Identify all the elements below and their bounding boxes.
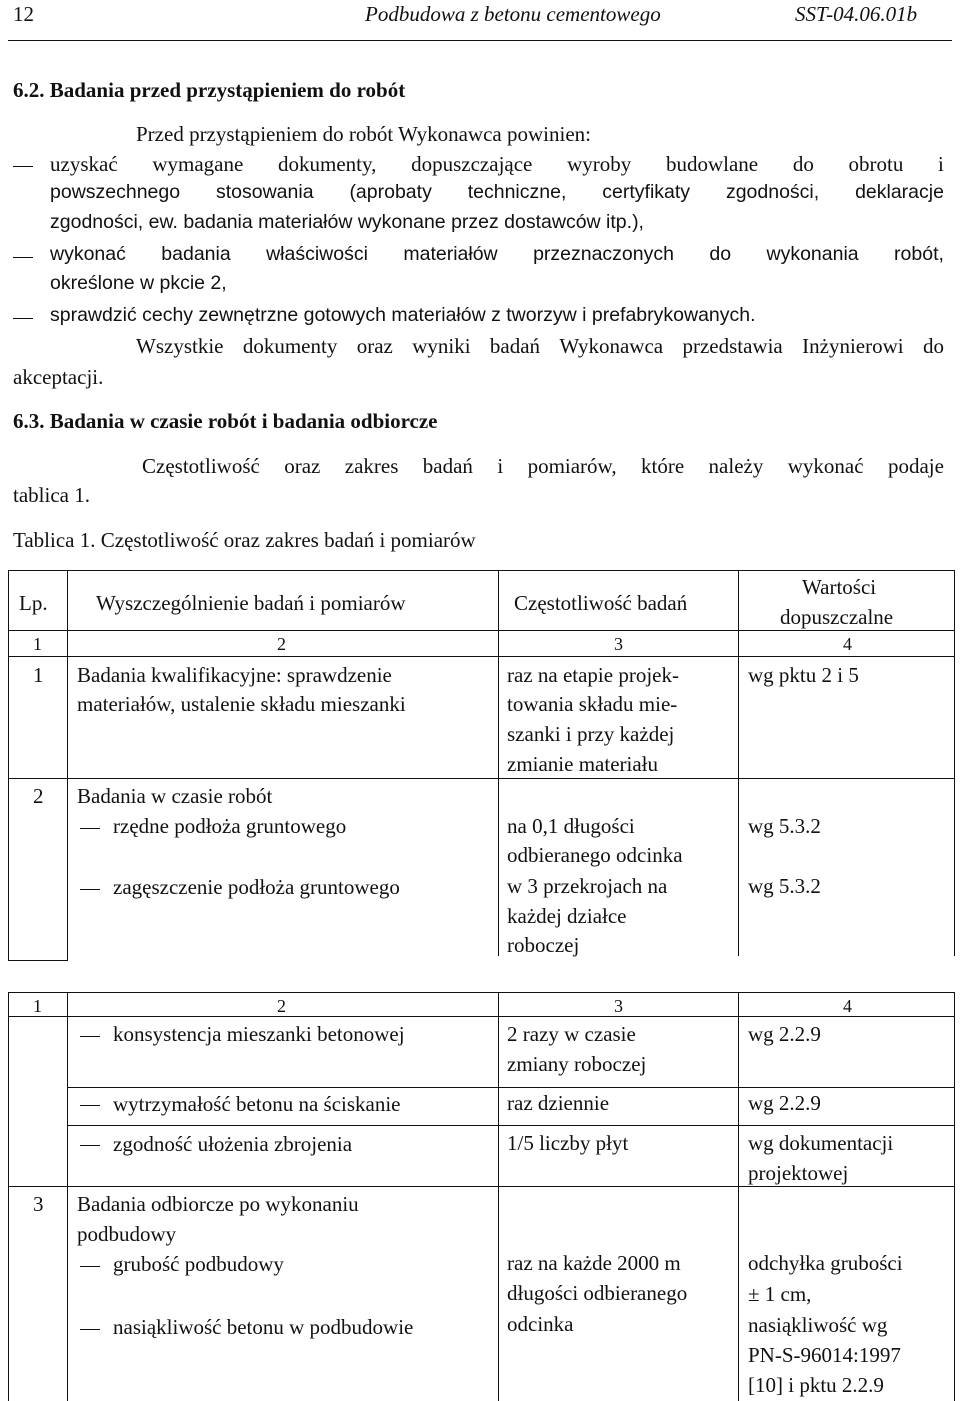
table-border <box>498 570 499 956</box>
item-value: wg 5.3.2 <box>748 874 821 898</box>
table-border <box>67 570 68 960</box>
table-border <box>8 960 68 961</box>
word: (aprobaty <box>349 181 432 203</box>
word: wymagane <box>152 152 244 176</box>
item-dash <box>80 828 100 829</box>
row-frequency: zmianie materiału <box>507 752 659 776</box>
word: wykonać <box>787 454 864 478</box>
row-value: wg pktu 2 i 5 <box>748 663 859 687</box>
table-border <box>954 570 955 956</box>
bullet-text: zgodności, ew. badania materiałów wykonane przez dostawców itp.), <box>50 211 644 233</box>
row-value: nasiąkliwość wg <box>748 1313 888 1337</box>
item-description: konsystencja mieszanki betonowej <box>113 1022 405 1046</box>
word: zgodności, <box>725 181 820 203</box>
word: powszechnego <box>50 181 181 203</box>
column-number: 1 <box>33 996 42 1016</box>
item-frequency: raz dziennie <box>507 1091 610 1115</box>
word: uzyskać <box>50 152 118 176</box>
table-border <box>498 992 499 1401</box>
section-heading: 6.3. Badania w czasie robót i badania odbiorcze <box>13 409 438 433</box>
word: dokumenty, <box>278 152 377 176</box>
word: oraz <box>284 454 321 478</box>
table-border <box>8 570 9 960</box>
word: dopuszczające <box>411 152 533 176</box>
paragraph-text: tablica 1. <box>13 483 90 507</box>
table-border <box>8 778 955 779</box>
table-border <box>67 1125 955 1126</box>
bullet-text: sprawdzić cechy zewnętrzne gotowych materiałów z tworzyw i prefabrykowanych. <box>50 304 756 326</box>
word: wyroby <box>567 152 632 176</box>
row-frequency: raz na etapie projek- <box>507 663 679 687</box>
item-frequency: 1/5 liczby płyt <box>507 1131 629 1155</box>
word: badania <box>161 243 231 265</box>
word: obrotu <box>848 152 904 176</box>
paragraph-text <box>142 456 944 477</box>
header-rule <box>8 40 952 41</box>
row-value: PN-S-96014:1997 <box>748 1343 901 1367</box>
row-number: 1 <box>33 663 44 687</box>
word: właściwości <box>266 243 368 265</box>
table-border <box>954 992 955 1401</box>
column-number: 4 <box>843 634 852 654</box>
row-title: Badania w czasie robót <box>77 784 273 808</box>
item-value: wg 2.2.9 <box>748 1091 821 1115</box>
bullet-dash <box>13 257 33 258</box>
item-value: projektowej <box>748 1161 849 1185</box>
word: wyniki <box>412 334 471 358</box>
table-border <box>67 1087 955 1088</box>
word: badań <box>422 454 473 478</box>
word: budowlane <box>665 152 759 176</box>
item-description: zagęszczenie podłoża gruntowego <box>113 875 400 899</box>
word: do <box>792 152 814 176</box>
word: przeznaczonych <box>533 243 674 265</box>
column-number: 3 <box>614 996 623 1016</box>
item-description: zgodność ułożenia zbrojenia <box>113 1132 353 1156</box>
paragraph-text <box>136 336 944 357</box>
paragraph-text: akceptacji. <box>13 365 104 389</box>
item-frequency: roboczej <box>507 933 580 957</box>
page-number: 12 <box>13 2 34 26</box>
table-border <box>8 1186 955 1187</box>
row-title: Badania odbiorcze po wykonaniu <box>77 1192 359 1216</box>
column-number: 1 <box>33 634 42 654</box>
specification-code: SST-04.06.01b <box>795 2 918 26</box>
word: Wykonawca <box>559 334 664 358</box>
item-value: wg 2.2.9 <box>748 1022 821 1046</box>
table-border <box>738 992 739 1401</box>
row-value: [10] i pktu 2.2.9 <box>748 1373 884 1397</box>
word: stosowania <box>215 181 314 203</box>
item-value: wg dokumentacji <box>748 1131 894 1155</box>
row-value: ± 1 cm, <box>748 1282 812 1306</box>
table-border <box>8 992 9 1401</box>
word: które <box>641 454 685 478</box>
item-description: rzędne podłoża gruntowego <box>113 814 347 838</box>
column-number: 2 <box>277 634 286 654</box>
table-header-description: Wyszczególnienie badań i pomiarów <box>96 591 406 615</box>
word: i <box>938 152 944 176</box>
table-border <box>8 656 955 657</box>
table-header-value: dopuszczalne <box>780 605 894 629</box>
row-frequency: towania składu mie- <box>507 692 678 716</box>
row-frequency: długości odbieranego <box>507 1281 688 1305</box>
item-description: wytrzymałość betonu na ściskanie <box>113 1092 401 1116</box>
column-number: 4 <box>843 996 852 1016</box>
word: certyfikaty <box>602 181 691 203</box>
item-frequency: na 0,1 długości <box>507 814 635 838</box>
row-title: podbudowy <box>77 1222 177 1246</box>
bullet-text <box>50 183 944 203</box>
row-value: odchyłka grubości <box>748 1251 903 1275</box>
item-description: grubość podbudowy <box>113 1252 284 1276</box>
table-border <box>67 992 68 1401</box>
word: oraz <box>356 334 393 358</box>
section-intro: Przed przystąpieniem do robót Wykonawca powinien: <box>136 122 591 146</box>
word: deklaracje <box>855 181 944 203</box>
word: robót, <box>894 243 944 265</box>
document-title: Podbudowa z betonu cementowego <box>365 2 661 26</box>
item-frequency: 2 razy w czasie <box>507 1022 636 1046</box>
table-header-value: Wartości <box>802 575 877 599</box>
item-frequency: zmiany roboczej <box>507 1052 647 1076</box>
section-heading: 6.2. Badania przed przystąpieniem do robót <box>13 78 406 102</box>
table-border <box>8 570 955 571</box>
row-frequency: raz na każde 2000 m <box>507 1251 681 1275</box>
column-number: 2 <box>277 996 286 1016</box>
table-caption: Tablica 1. Częstotliwość oraz zakres badań i pomiarów <box>13 528 476 552</box>
bullet-dash <box>13 318 33 319</box>
word: materiałów <box>403 243 498 265</box>
column-number: 3 <box>614 634 623 654</box>
bullet-text: określone w pkcie 2, <box>50 272 227 294</box>
row-number: 2 <box>33 784 44 808</box>
word: podaje <box>887 454 944 478</box>
word: pomiarów, <box>527 454 617 478</box>
word: Inżynierowi <box>802 334 904 358</box>
word: i <box>497 454 504 478</box>
bullet-text <box>50 245 944 265</box>
item-frequency: każdej działce <box>507 904 627 928</box>
table-border <box>8 1016 955 1017</box>
item-dash <box>80 889 100 890</box>
row-frequency: szanki i przy każdej <box>507 722 675 746</box>
item-dash <box>80 1266 100 1267</box>
bullet-text <box>50 154 944 175</box>
table-border <box>8 992 955 993</box>
item-description: nasiąkliwość betonu w podbudowie <box>113 1315 414 1339</box>
table-border <box>8 630 955 631</box>
item-dash <box>80 1145 100 1146</box>
word: Częstotliwość <box>142 454 260 478</box>
row-description: materiałów, ustalenie składu mieszanki <box>77 692 406 716</box>
word: techniczne, <box>467 181 567 203</box>
item-dash <box>80 1036 100 1037</box>
bullet-dash <box>13 166 33 167</box>
word: należy <box>708 454 764 478</box>
item-frequency: odbieranego odcinka <box>507 843 683 867</box>
table-header-frequency: Częstotliwość badań <box>514 591 688 615</box>
word: badań <box>489 334 541 358</box>
item-frequency: w 3 przekrojach na <box>507 874 668 898</box>
table-border <box>738 570 739 956</box>
word: zakres <box>344 454 399 478</box>
item-value: wg 5.3.2 <box>748 814 821 838</box>
word: wykonania <box>766 243 859 265</box>
row-description: Badania kwalifikacyjne: sprawdzenie <box>77 663 392 687</box>
word: przedstawia <box>682 334 783 358</box>
word: dokumenty <box>242 334 338 358</box>
word: do <box>709 243 732 265</box>
word: do <box>922 334 944 358</box>
row-frequency: odcinka <box>507 1312 574 1336</box>
word: Wszystkie <box>136 334 224 358</box>
table-header-lp: Lp. <box>19 591 48 615</box>
row-number: 3 <box>33 1192 44 1216</box>
word: wykonać <box>50 243 126 265</box>
item-dash <box>80 1105 100 1106</box>
item-dash <box>80 1329 100 1330</box>
